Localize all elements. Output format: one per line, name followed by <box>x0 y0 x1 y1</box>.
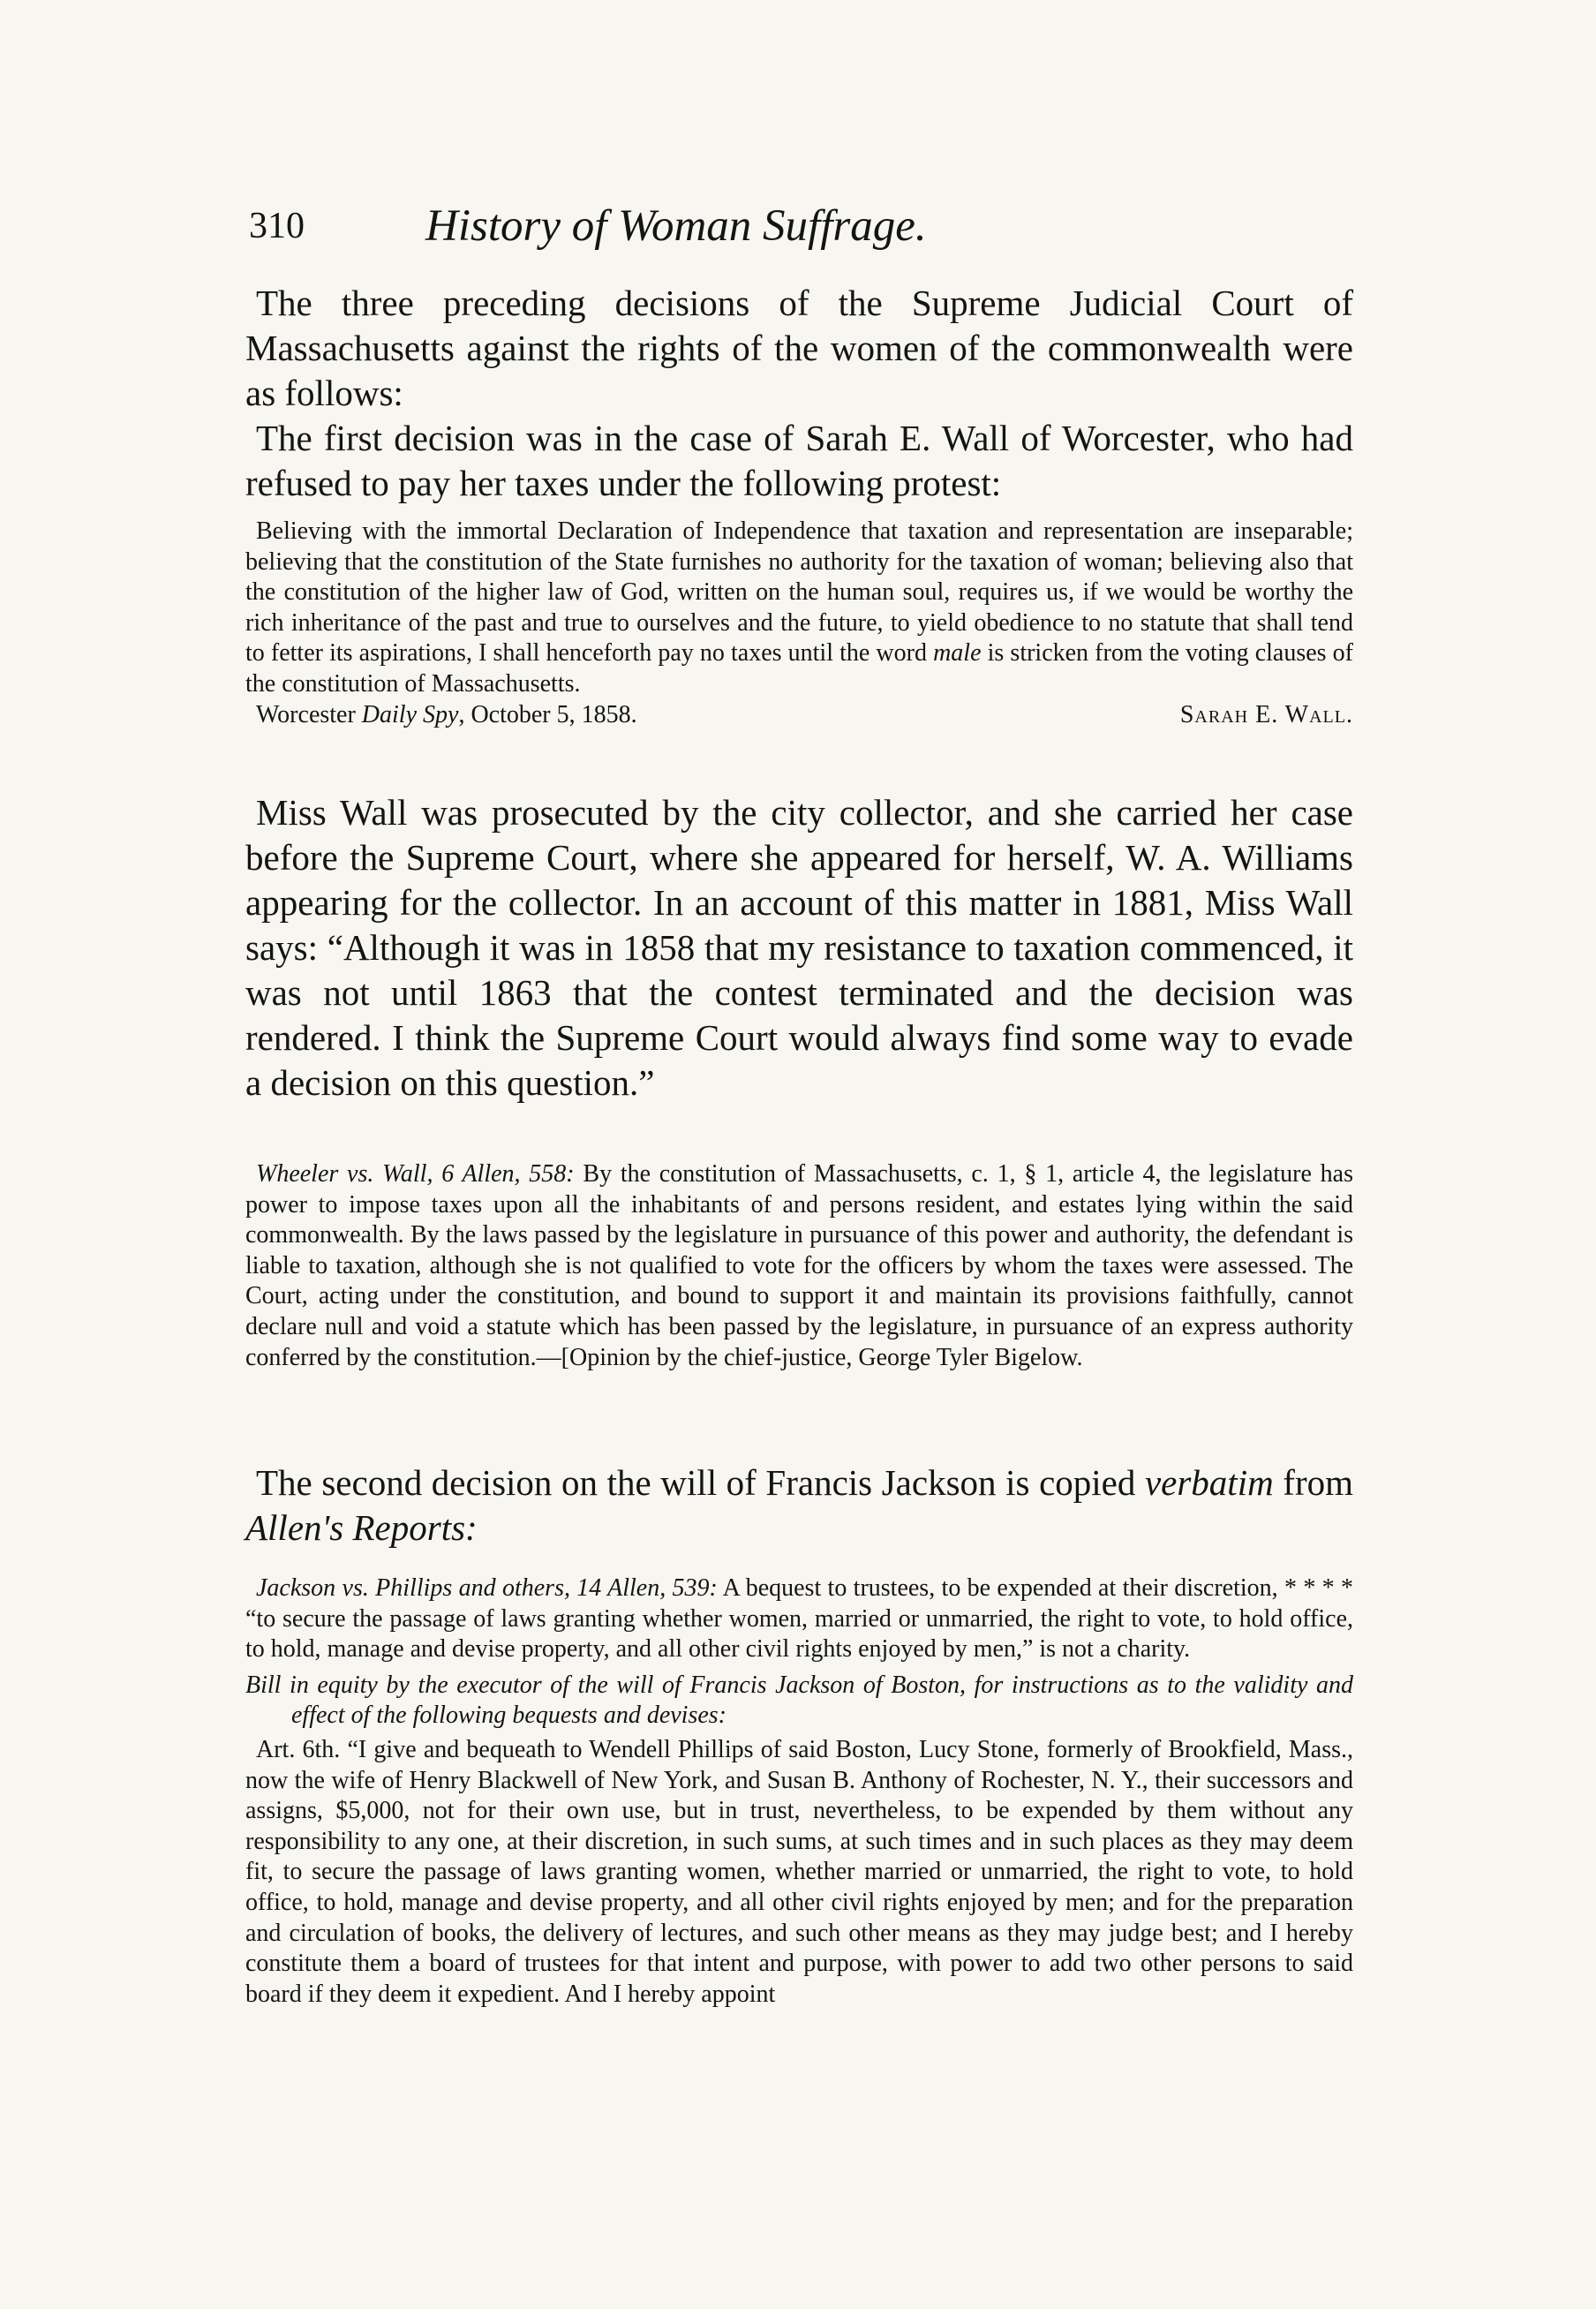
wall-prosecution-section <box>245 790 1353 1105</box>
bill-in-equity: Bill in equity by the executor of the will of Francis Jackson of Boston, for instructions as to the validity and effect of the following bequests and devises: <box>245 1671 1353 1730</box>
jackson-headnote: Jackson vs. Phillips and others, 14 Allen, 539: A bequest to trustees, to be expended at their discretion, * * * * “to secure the passage of laws granting whether women, married or unmarried, the right to vote, to hold office, to hold, manage and devise property, and all other civil rights enjoyed by men,” is not a charity. <box>245 1574 1353 1664</box>
jackson-case-citation: Jackson vs. Phillips and others, 14 Allen, 539: <box>256 1574 718 1602</box>
newspaper-name: Daily Spy <box>361 700 459 728</box>
jackson-case-block <box>245 1573 1353 2010</box>
running-head <box>249 200 1361 253</box>
wheeler-opinion <box>245 1159 1353 1373</box>
article-six: Art. 6th. “I give and bequeath to Wendell Phillips of said Boston, Lucy Stone, formerly of Brookfield, Mass., now the wife of Henry Blackwell of New York, and Susan B. Anthony of Rochester, N. Y., their successors and assigns, $5,000, not for their own use, but in trust, nevertheless, to be expended by them without any responsibility to any one, at their discretion, in such sums, at such times and in such places as they may deem fit, to secure the passage of laws granting women, whether married or unmarried, the right to vote, to hold office, to hold, manage and devise property, and all other civil rights enjoyed by men; and for the preparation and circulation of books, the delivery of lectures, and such other means as they may judge best; and I hereby constitute them a board of trustees for that intent and purpose, with power to add two other persons to said board if they deem it expedient. And I hereby appoint <box>245 1735 1353 2008</box>
protest-signer: Sarah E. Wall. <box>1179 700 1353 728</box>
intro-section <box>245 281 1353 506</box>
wheeler-opinion-text: Wheeler vs. Wall, 6 Allen, 558: By the constitution of Massachusetts, c. 1, § 1, article 4, the legislature has power to impose taxes upon all the inhabitants of and persons resident, and estates lying within the said commonwealth. By the laws passed by the legislature in pursuance of this power and authority, the defendant is liable to taxation, although she is not qualified to vote for the officers by whom the taxes were assessed. The Court, acting under the constitution, and bound to support it and maintain its provisions faithfully, cannot declare null and void a statute which has been passed by the legislature, in pursuance of an express authority conferred by the constitution.—[Opinion by the chief-justice, George Tyler Bigelow. <box>245 1160 1353 1371</box>
second-decision-section <box>245 1460 1353 1551</box>
prosecution-paragraph: Miss Wall was prosecuted by the city collector, and she carried her case before the Supreme Court, where she appeared for herself, W. A. Williams appearing for the collector. In an account of this matter in 1881, Miss Wall says: “Although it was in 1858 that my resistance to taxation commenced, it was not until 1863 that the contest terminated and the decision was rendered. I think the Supreme Court would always find some way to evade a decision on this question.” <box>245 792 1353 1103</box>
verbatim-word: verbatim <box>1144 1462 1274 1503</box>
intro-paragraph: The three preceding decisions of the Supreme Judicial Court of Massachusetts against the rights of the women of the commonwealth were as follows: <box>245 283 1353 413</box>
page-number: 310 <box>249 206 305 246</box>
protest-source: Worcester Daily Spy, October 5, 1858. <box>256 700 637 728</box>
running-title: History of Woman Suffrage. <box>425 201 927 251</box>
first-decision-paragraph: The first decision was in the case of Sarah E. Wall of Worcester, who had refused to pay her taxes under the following protest: <box>245 418 1353 503</box>
second-decision-paragraph: The second decision on the will of Francis Jackson is copied verbatim from Allen's Reports: <box>245 1462 1353 1548</box>
protest-block <box>245 517 1353 730</box>
wheeler-case-citation: Wheeler vs. Wall, 6 Allen, 558: <box>256 1160 575 1188</box>
allens-reports: Allen's Reports: <box>245 1507 478 1548</box>
protest-signature-line <box>245 700 1353 730</box>
protest-text: Believing with the immortal Declaration of Independence that taxation and representation are inseparable; believing that the constitution of the State furnishes no authority for the taxation of woman; believing also that the constitution of the higher law of God, written on the human soul, requires us, if we would be worthy the rich inheritance of the past and true to ourselves and the future, to yield obedience to no statute that shall tend to fetter its aspirations, I shall henceforth pay no taxes until the word male is stricken from the voting clauses of the constitution of Massachusetts. <box>245 517 1354 698</box>
male-word: male <box>933 639 982 668</box>
